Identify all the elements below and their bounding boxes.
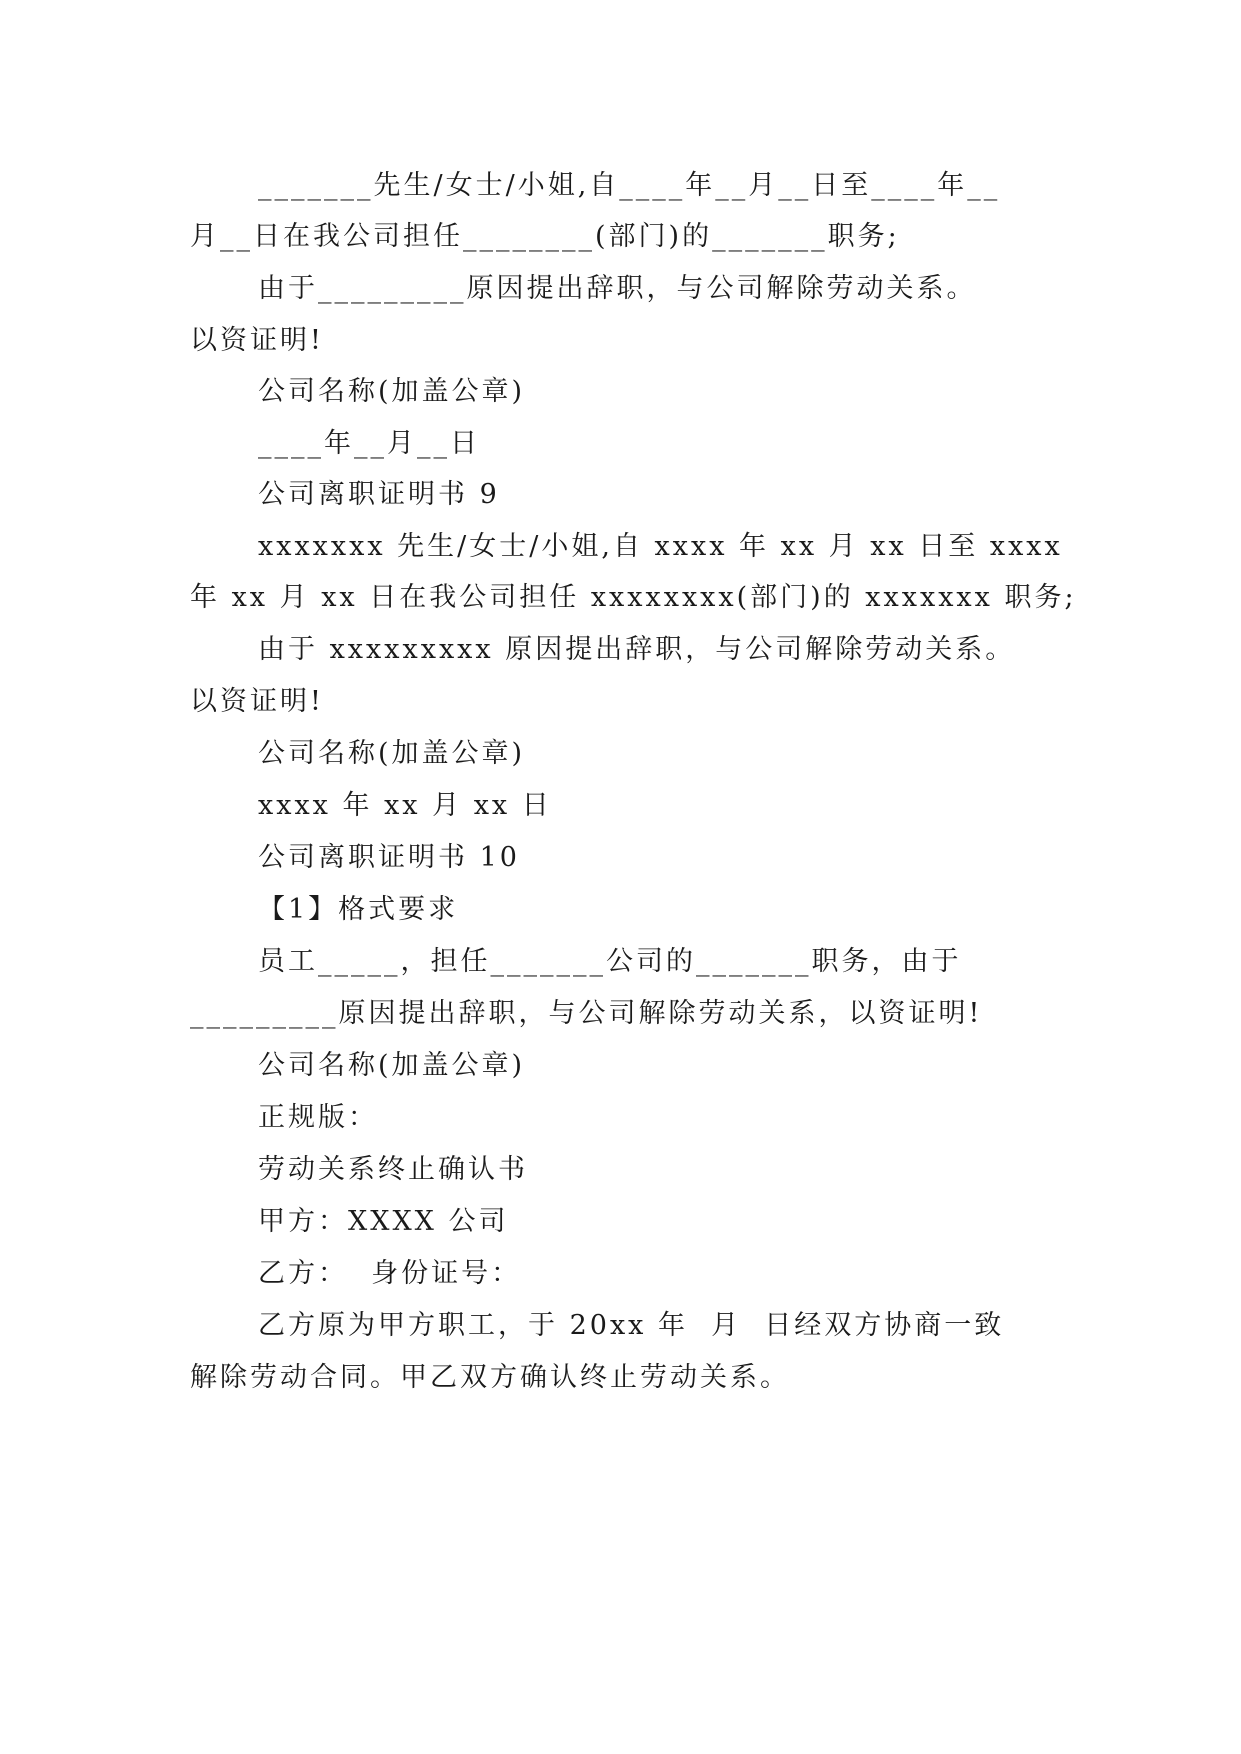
section-heading-9: 公司离职证明书 9: [258, 479, 500, 510]
text-line-17: _________原因提出辞职，与公司解除劳动关系，以资证明!: [190, 998, 983, 1029]
text-line-21: 甲方：XXXX 公司: [258, 1206, 509, 1237]
text-line-8: xxxxxxx 先生/女士/小姐,自 xxxx 年 xx 月 xx 日至 xxxx: [258, 531, 1063, 562]
text-line-11: 以资证明!: [190, 686, 324, 717]
text-line-13: xxxx 年 xx 月 xx 日: [258, 790, 552, 821]
text-line-23: 乙方原为甲方职工，于 20xx 年 月 日经双方协商一致: [258, 1310, 1005, 1341]
text-line-24: 解除劳动合同。甲乙双方确认终止劳动关系。: [190, 1362, 790, 1393]
text-line-12: 公司名称(加盖公章): [258, 738, 526, 769]
text-line-5: 公司名称(加盖公章): [258, 376, 526, 407]
text-line-18: 公司名称(加盖公章): [258, 1050, 526, 1081]
text-line-4: 以资证明!: [190, 325, 324, 356]
text-line-2: 月__日在我公司担任________(部门)的_______职务;: [190, 221, 900, 252]
section-heading-10: 公司离职证明书 10: [258, 842, 520, 873]
text-line-9: 年 xx 月 xx 日在我公司担任 xxxxxxxx(部门)的 xxxxxxx 职务;: [190, 582, 1077, 613]
text-line-19: 正规版：: [258, 1102, 378, 1133]
text-line-20: 劳动关系终止确认书: [258, 1154, 528, 1185]
text-line-15: 【1】格式要求: [258, 894, 459, 925]
text-line-22: 乙方： 身份证号：: [258, 1258, 522, 1289]
text-line-1: _______先生/女士/小姐,自____年__月__日至____年__: [258, 170, 1001, 201]
text-line-6: ____年__月__日: [258, 428, 480, 459]
text-line-3: 由于_________原因提出辞职，与公司解除劳动关系。: [258, 273, 977, 304]
text-line-16: 员工_____，担任_______公司的_______职务，由于: [258, 946, 962, 977]
text-line-10: 由于 xxxxxxxxx 原因提出辞职，与公司解除劳动关系。: [258, 634, 1016, 665]
